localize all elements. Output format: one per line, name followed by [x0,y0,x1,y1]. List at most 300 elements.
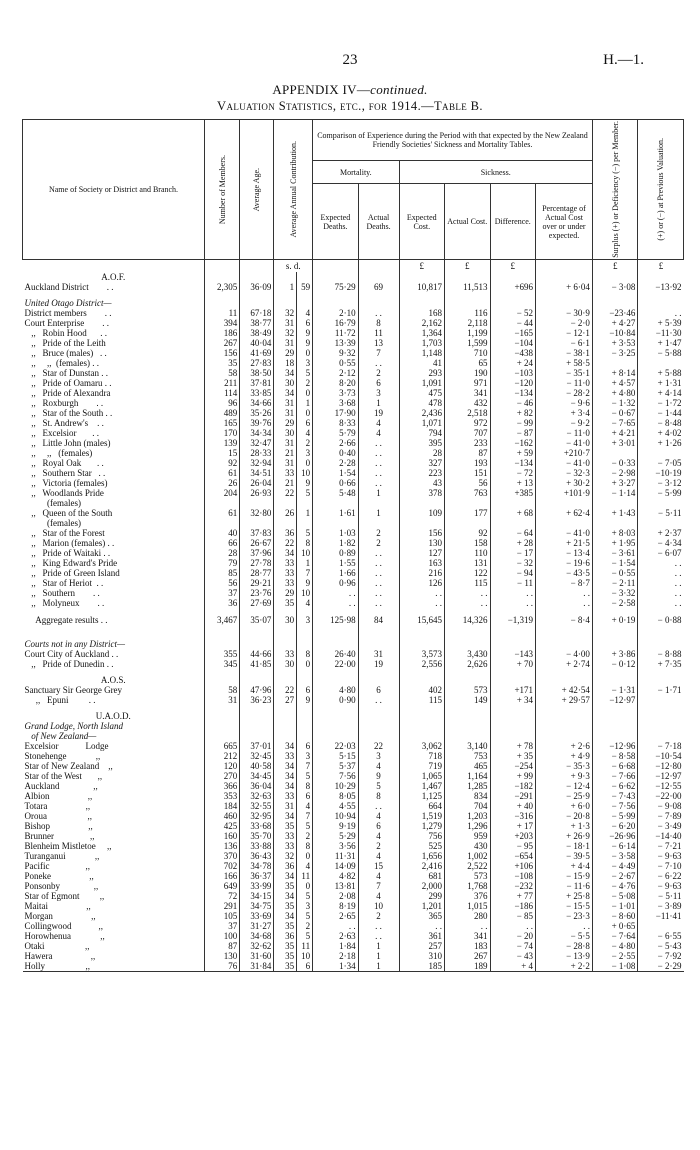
cell-ed: 8·20 [313,378,359,388]
cell-s: 35 [274,881,297,891]
table-row [23,488,684,498]
table-row [23,801,684,811]
cell-ec: 15,645 [399,614,445,627]
header-age: Average Age. [240,120,274,260]
cell-sur [592,639,638,649]
cell-sur: − 2·58 [592,598,638,608]
cell-sur: − 7·66 [592,771,638,781]
branch-name: ,, Queen of the South [24,507,113,518]
branch-name: Sanctuary Sir George Grey [24,684,123,695]
cell-members: 136 [205,841,240,851]
cell-diff [490,721,536,731]
cell-sur: − 1·54 [592,558,638,568]
cell-members [205,639,240,649]
cell-ed: 9·19 [313,821,359,831]
cell-members: 156 [205,348,240,358]
cell-pct: − 5·5 [536,931,593,941]
cell-diff: −104 [490,338,536,348]
table-row [23,861,684,871]
cell-s: 35 [274,941,297,951]
cell-ed: 5·15 [313,751,359,761]
cell-pct: − 6·1 [536,338,593,348]
section-heading-row [23,731,684,741]
cell-s: 29 [274,418,297,428]
branch-name: Auckland ,, [24,780,98,791]
branch-name: ,, Pride of Oamaru . . [24,377,112,388]
cell-sur: − 3·32 [592,588,638,598]
cell-age: 26·93 [240,488,274,498]
cell-val: . . [638,568,684,578]
cell-s [274,298,297,308]
cell-pct: − 15·9 [536,871,593,881]
cell-age: 34·75 [240,901,274,911]
cell-val: + 7·35 [638,659,684,669]
cell-ed: 10·94 [313,811,359,821]
cell-ec: 43 [399,478,445,488]
cell-sur: − 3·58 [592,851,638,861]
cell-d: 1 [297,508,313,518]
cell-sur [592,448,638,458]
cell-members: 56 [205,578,240,588]
cell-ec: 395 [399,438,445,448]
branch-name: Turanganui ,, [24,850,100,861]
cell-pct [536,731,593,741]
cell-diff: −438 [490,348,536,358]
cell-val: − 7·05 [638,458,684,468]
cell-age: 35·26 [240,408,274,418]
cell-age: 28·77 [240,568,274,578]
cell-val: − 5·11 [638,891,684,901]
cell-d [297,272,313,282]
table-row [23,348,684,358]
cell-pct: − 15·5 [536,901,593,911]
cell-members: 105 [205,911,240,921]
cell-ac [445,498,491,508]
cell-age: 67·18 [240,308,274,318]
table-row [23,901,684,911]
cell-val [638,358,684,368]
cell-ed [313,298,359,308]
cell-ad: . . [358,568,399,578]
cell-sur: − 2·98 [592,468,638,478]
units-row [23,259,684,272]
society-name: A.O.F. [101,271,126,282]
table-row [23,741,684,751]
cell-ac: 1,296 [445,821,491,831]
cell-members: 11 [205,308,240,318]
branch-name: ,, Excelsior . . [24,427,99,438]
cell-members: 61 [205,468,240,478]
cell-ac: 115 [445,578,491,588]
cell-ac: 149 [445,695,491,705]
cell-ad: . . [358,478,399,488]
cell-age [240,711,274,721]
cell-diff: − 85 [490,911,536,921]
cell-sur: −12·97 [592,695,638,705]
cell-diff [490,298,536,308]
cell-ed: 4·80 [313,685,359,695]
cell-age: 41·69 [240,348,274,358]
cell-pct: − 11·6 [536,881,593,891]
cell-ac: . . [445,588,491,598]
cell-ad: 1 [358,961,399,972]
cell-pct: − 9·6 [536,398,593,408]
cell-members: 130 [205,951,240,961]
cell-sur: + 3·01 [592,438,638,448]
cell-s: 35 [274,951,297,961]
cell-ec: 1,125 [399,791,445,801]
cell-ed: 0·55 [313,358,359,368]
cell-ac: 1,768 [445,881,491,891]
cell-val: − 7·10 [638,861,684,871]
branch-name: ,, Pride of Waitaki . . [24,547,111,558]
cell-ed: 13·39 [313,338,359,348]
cell-ec: 1,071 [399,418,445,428]
cell-ad: . . [358,438,399,448]
cell-members: 37 [205,921,240,931]
society-name: A.O.S. [100,674,126,685]
cell-ad: 2 [358,528,399,538]
cell-sur: − 6·62 [592,781,638,791]
cell-members: 211 [205,378,240,388]
cell-ad [358,498,399,508]
cell-age: 27·78 [240,558,274,568]
cell-ec: 1,201 [399,901,445,911]
cell-ad: 19 [358,659,399,669]
cell-pct: + 2·2 [536,961,593,972]
cell-pct: + 30·2 [536,478,593,488]
cell-ad: . . [358,448,399,458]
cell-diff: . . [490,598,536,608]
cell-d [297,498,313,508]
cell-ac [445,272,491,282]
cell-age [240,731,274,741]
cell-sur: − 6·20 [592,821,638,831]
cell-ad: 22 [358,741,399,751]
cell-pct: − 12·4 [536,781,593,791]
table-row [23,568,684,578]
cell-ed: 11·72 [313,328,359,338]
cell-d: 3 [297,614,313,627]
cell-val: −13·92 [638,282,684,292]
cell-ad [358,639,399,649]
cell-members: 355 [205,649,240,659]
table-row [23,358,684,368]
cell-d: 9 [297,328,313,338]
cell-ec: 475 [399,388,445,398]
branch-name: (females) [24,517,81,528]
cell-age [240,272,274,282]
cell-sur [592,358,638,368]
cell-ed: 1·66 [313,568,359,578]
cell-ac: 971 [445,378,491,388]
cell-age: 32·80 [240,508,274,518]
branch-name: Bishop ,, [24,820,93,831]
branch-name: ,, ,, (females) [24,447,93,458]
appendix-continued: continued. [370,82,428,97]
cell-members: 79 [205,558,240,568]
cell-age: 32·95 [240,811,274,821]
cell-ad: 6 [358,685,399,695]
cell-pct: + 4·4 [536,861,593,871]
table-row [23,891,684,901]
cell-ec: 378 [399,488,445,498]
cell-sur: −12·96 [592,741,638,751]
cell-ed: 2·66 [313,438,359,448]
cell-pct [536,518,593,528]
cell-age: 41·85 [240,659,274,669]
cell-ac [445,675,491,685]
cell-s: 22 [274,685,297,695]
table-row [23,578,684,588]
cell-members [205,272,240,282]
cell-val: − 7·89 [638,811,684,821]
cell-age: 33·99 [240,881,274,891]
cell-ad: 19 [358,408,399,418]
cell-pct: − 35·1 [536,368,593,378]
cell-ec: 10,817 [399,282,445,292]
cell-ec: 216 [399,568,445,578]
cell-ac: 190 [445,368,491,378]
cell-ed: 5·48 [313,488,359,498]
society-heading-row [23,711,684,721]
cell-pct [536,711,593,721]
cell-members: 345 [205,659,240,669]
table-body [23,259,684,971]
cell-val: + 5·88 [638,368,684,378]
cell-sur: + 3·27 [592,478,638,488]
cell-members: 100 [205,931,240,941]
table-row [23,538,684,548]
cell-val: − 7·92 [638,951,684,961]
cell-ec: 109 [399,508,445,518]
branch-name: Brunner ,, [24,830,95,841]
cell-ac: 11,513 [445,282,491,292]
cell-s: 26 [274,508,297,518]
cell-ac: 267 [445,951,491,961]
cell-s: 33 [274,568,297,578]
cell-ac: 2,118 [445,318,491,328]
cell-pct: + 25·8 [536,891,593,901]
cell-ec: 1,703 [399,338,445,348]
cell-diff: − 72 [490,468,536,478]
cell-sur: − 7·65 [592,418,638,428]
cell-d: 6 [297,318,313,328]
cell-pct: − 8·4 [536,614,593,627]
cell-val: − 1·72 [638,398,684,408]
cell-diff [490,639,536,649]
cell-val: − 9·63 [638,881,684,891]
cell-val: . . [638,558,684,568]
cell-ad: . . [358,801,399,811]
cell-diff: + 82 [490,408,536,418]
cell-val: − 6·07 [638,548,684,558]
cell-ac [445,518,491,528]
cell-ad: 4 [358,891,399,901]
cell-s: 29 [274,348,297,358]
table-row [23,438,684,448]
cell-pct: − 23·3 [536,911,593,921]
branch-name: ,, Star of Dunstan . . [24,367,108,378]
cell-ac: 177 [445,508,491,518]
cell-ad: 4 [358,428,399,438]
cell-age: 33·85 [240,388,274,398]
cell-val: − 9·08 [638,801,684,811]
branch-name: Maitai ,, [24,900,91,911]
cell-val: − 0·88 [638,614,684,627]
cell-ec: 478 [399,398,445,408]
cell-d: 5 [297,368,313,378]
cell-ac: 573 [445,871,491,881]
cell-ec: 185 [399,961,445,972]
cell-diff [490,731,536,741]
cell-diff: −654 [490,851,536,861]
cell-val: − 1·71 [638,685,684,695]
cell-ed: 2·28 [313,458,359,468]
cell-pct: + 4·9 [536,751,593,761]
cell-ec [399,675,445,685]
cell-val: − 4·34 [638,538,684,548]
cell-sur: − 1·01 [592,901,638,911]
branch-name: Court Enterprise . . [24,317,109,328]
cell-ed [313,498,359,508]
cell-s: 35 [274,598,297,608]
cell-pct: + 29·57 [536,695,593,705]
cell-diff: − 17 [490,548,536,558]
cell-members: 114 [205,388,240,398]
cell-s: 34 [274,741,297,751]
cell-members: 665 [205,741,240,751]
section-heading-row [23,298,684,308]
cell-diff: − 95 [490,841,536,851]
table-row [23,649,684,659]
cell-age: 34·51 [240,468,274,478]
cell-members: 139 [205,438,240,448]
cell-diff: −1,319 [490,614,536,627]
cell-ec: 402 [399,685,445,695]
cell-d: 11 [297,941,313,951]
cell-ed: 3·56 [313,841,359,851]
cell-age: 26·67 [240,538,274,548]
cell-ac: 710 [445,348,491,358]
cell-members [205,518,240,528]
cell-sur: + 8·14 [592,368,638,378]
branch-name: Auckland District . . [24,281,114,292]
cell-ed: 4·82 [313,871,359,881]
header-actual-cost: Actual Cost. [445,184,491,259]
cell-members: 66 [205,538,240,548]
cell-ec [399,639,445,649]
cell-ac: 122 [445,568,491,578]
cell-members: 120 [205,761,240,771]
cell-s: 34 [274,368,297,378]
cell-ac: . . [445,921,491,931]
cell-ac: 56 [445,478,491,488]
branch-name: Totara ,, [24,800,91,811]
table-row [23,659,684,669]
cell-val: − 5·43 [638,941,684,951]
cell-ad: 1 [358,941,399,951]
cell-members: 186 [205,328,240,338]
cell-s: 34 [274,388,297,398]
cell-sur: − 7·56 [592,801,638,811]
cell-ed: 1·54 [313,468,359,478]
cell-d: 3 [297,901,313,911]
header-actual-deaths: Actual Deaths. [358,184,399,259]
cell-pct: − 41·0 [536,458,593,468]
cell-ac: 1,599 [445,338,491,348]
cell-d: 4 [297,801,313,811]
cell-s: 31 [274,438,297,448]
society-heading-row [23,675,684,685]
cell-ec: 3,573 [399,649,445,659]
table-title: Valuation Statistics, etc., for 1914.—Table B. [217,99,483,113]
cell-val: + 4·02 [638,428,684,438]
cell-val: + 1·47 [638,338,684,348]
cell-age: 27·69 [240,598,274,608]
cell-pct: + 62·4 [536,508,593,518]
cell-members: 36 [205,598,240,608]
cell-ed: 1·03 [313,528,359,538]
cell-pct: − 18·1 [536,841,593,851]
cell-pct: − 12·1 [536,328,593,338]
cell-ec [399,298,445,308]
cell-pct: . . [536,921,593,931]
cell-ec: 3,062 [399,741,445,751]
cell-ad: . . [358,308,399,318]
cell-s: 31 [274,338,297,348]
cell-ad: 1 [358,951,399,961]
cell-s: 30 [274,659,297,669]
cell-sur [592,518,638,528]
unit-actual-cost: £ [445,259,491,272]
branch-name: ,, Roxburgh . . [24,397,104,408]
branch-name: ,, Star of the Forest [24,527,105,538]
cell-sur: −26·96 [592,831,638,841]
cell-ec: 2,162 [399,318,445,328]
cell-val [638,272,684,282]
cell-ac: 158 [445,538,491,548]
cell-members [205,731,240,741]
cell-s: 31 [274,318,297,328]
cell-ad [358,272,399,282]
cell-ed: 0·89 [313,548,359,558]
cell-age [240,675,274,685]
cell-diff: + 34 [490,695,536,705]
cell-ac: 87 [445,448,491,458]
document-reference: H.—1. [603,52,644,68]
cell-sur: + 1·95 [592,538,638,548]
cell-members: 35 [205,358,240,368]
cell-pct: + 3·4 [536,408,593,418]
cell-val [638,448,684,458]
cell-members: 165 [205,418,240,428]
cell-d: 11 [297,871,313,881]
cell-ed: 3·73 [313,388,359,398]
cell-pct: − 32·3 [536,468,593,478]
cell-ed: 8·19 [313,901,359,911]
table-row [23,518,684,528]
cell-d: 5 [297,488,313,498]
cell-age: 34·34 [240,428,274,438]
header-name: Name of Society or District and Branch. [23,120,205,260]
cell-d [297,298,313,308]
cell-members [205,675,240,685]
header-expected-cost: Expected Cost. [399,184,445,259]
cell-age: 38·50 [240,368,274,378]
table-row [23,468,684,478]
branch-name: Otaki ,, [24,940,90,951]
